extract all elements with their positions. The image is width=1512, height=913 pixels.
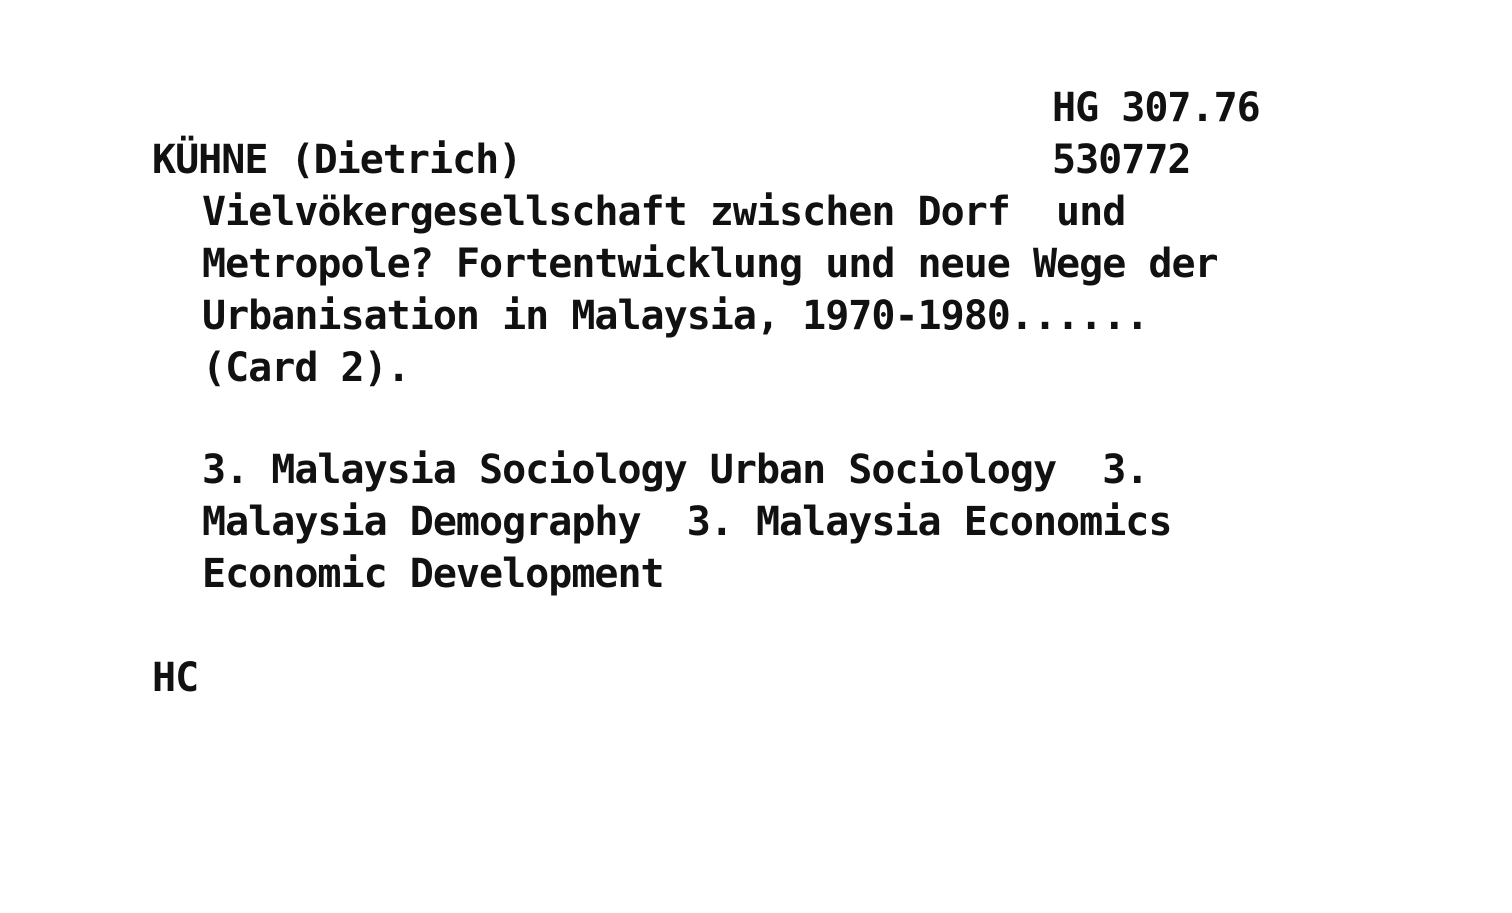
author-heading: KÜHNE (Dietrich) <box>152 137 522 183</box>
title-line: Vielvökergesellschaft zwischen Dorf und <box>202 189 1126 235</box>
subject-line: Economic Development <box>202 551 664 597</box>
title-line: Urbanisation in Malaysia, 1970-1980...... <box>202 293 1149 339</box>
accession-number: 530772 <box>1052 137 1191 183</box>
subject-line: 3. Malaysia Sociology Urban Sociology 3. <box>202 447 1149 493</box>
footer-code: HC <box>152 655 199 701</box>
call-number: HG 307.76 <box>1052 85 1260 131</box>
card-note: (Card 2). <box>202 345 410 391</box>
subject-line: Malaysia Demography 3. Malaysia Economics <box>202 499 1172 545</box>
title-line: Metropole? Fortentwicklung und neue Wege der <box>202 241 1218 287</box>
